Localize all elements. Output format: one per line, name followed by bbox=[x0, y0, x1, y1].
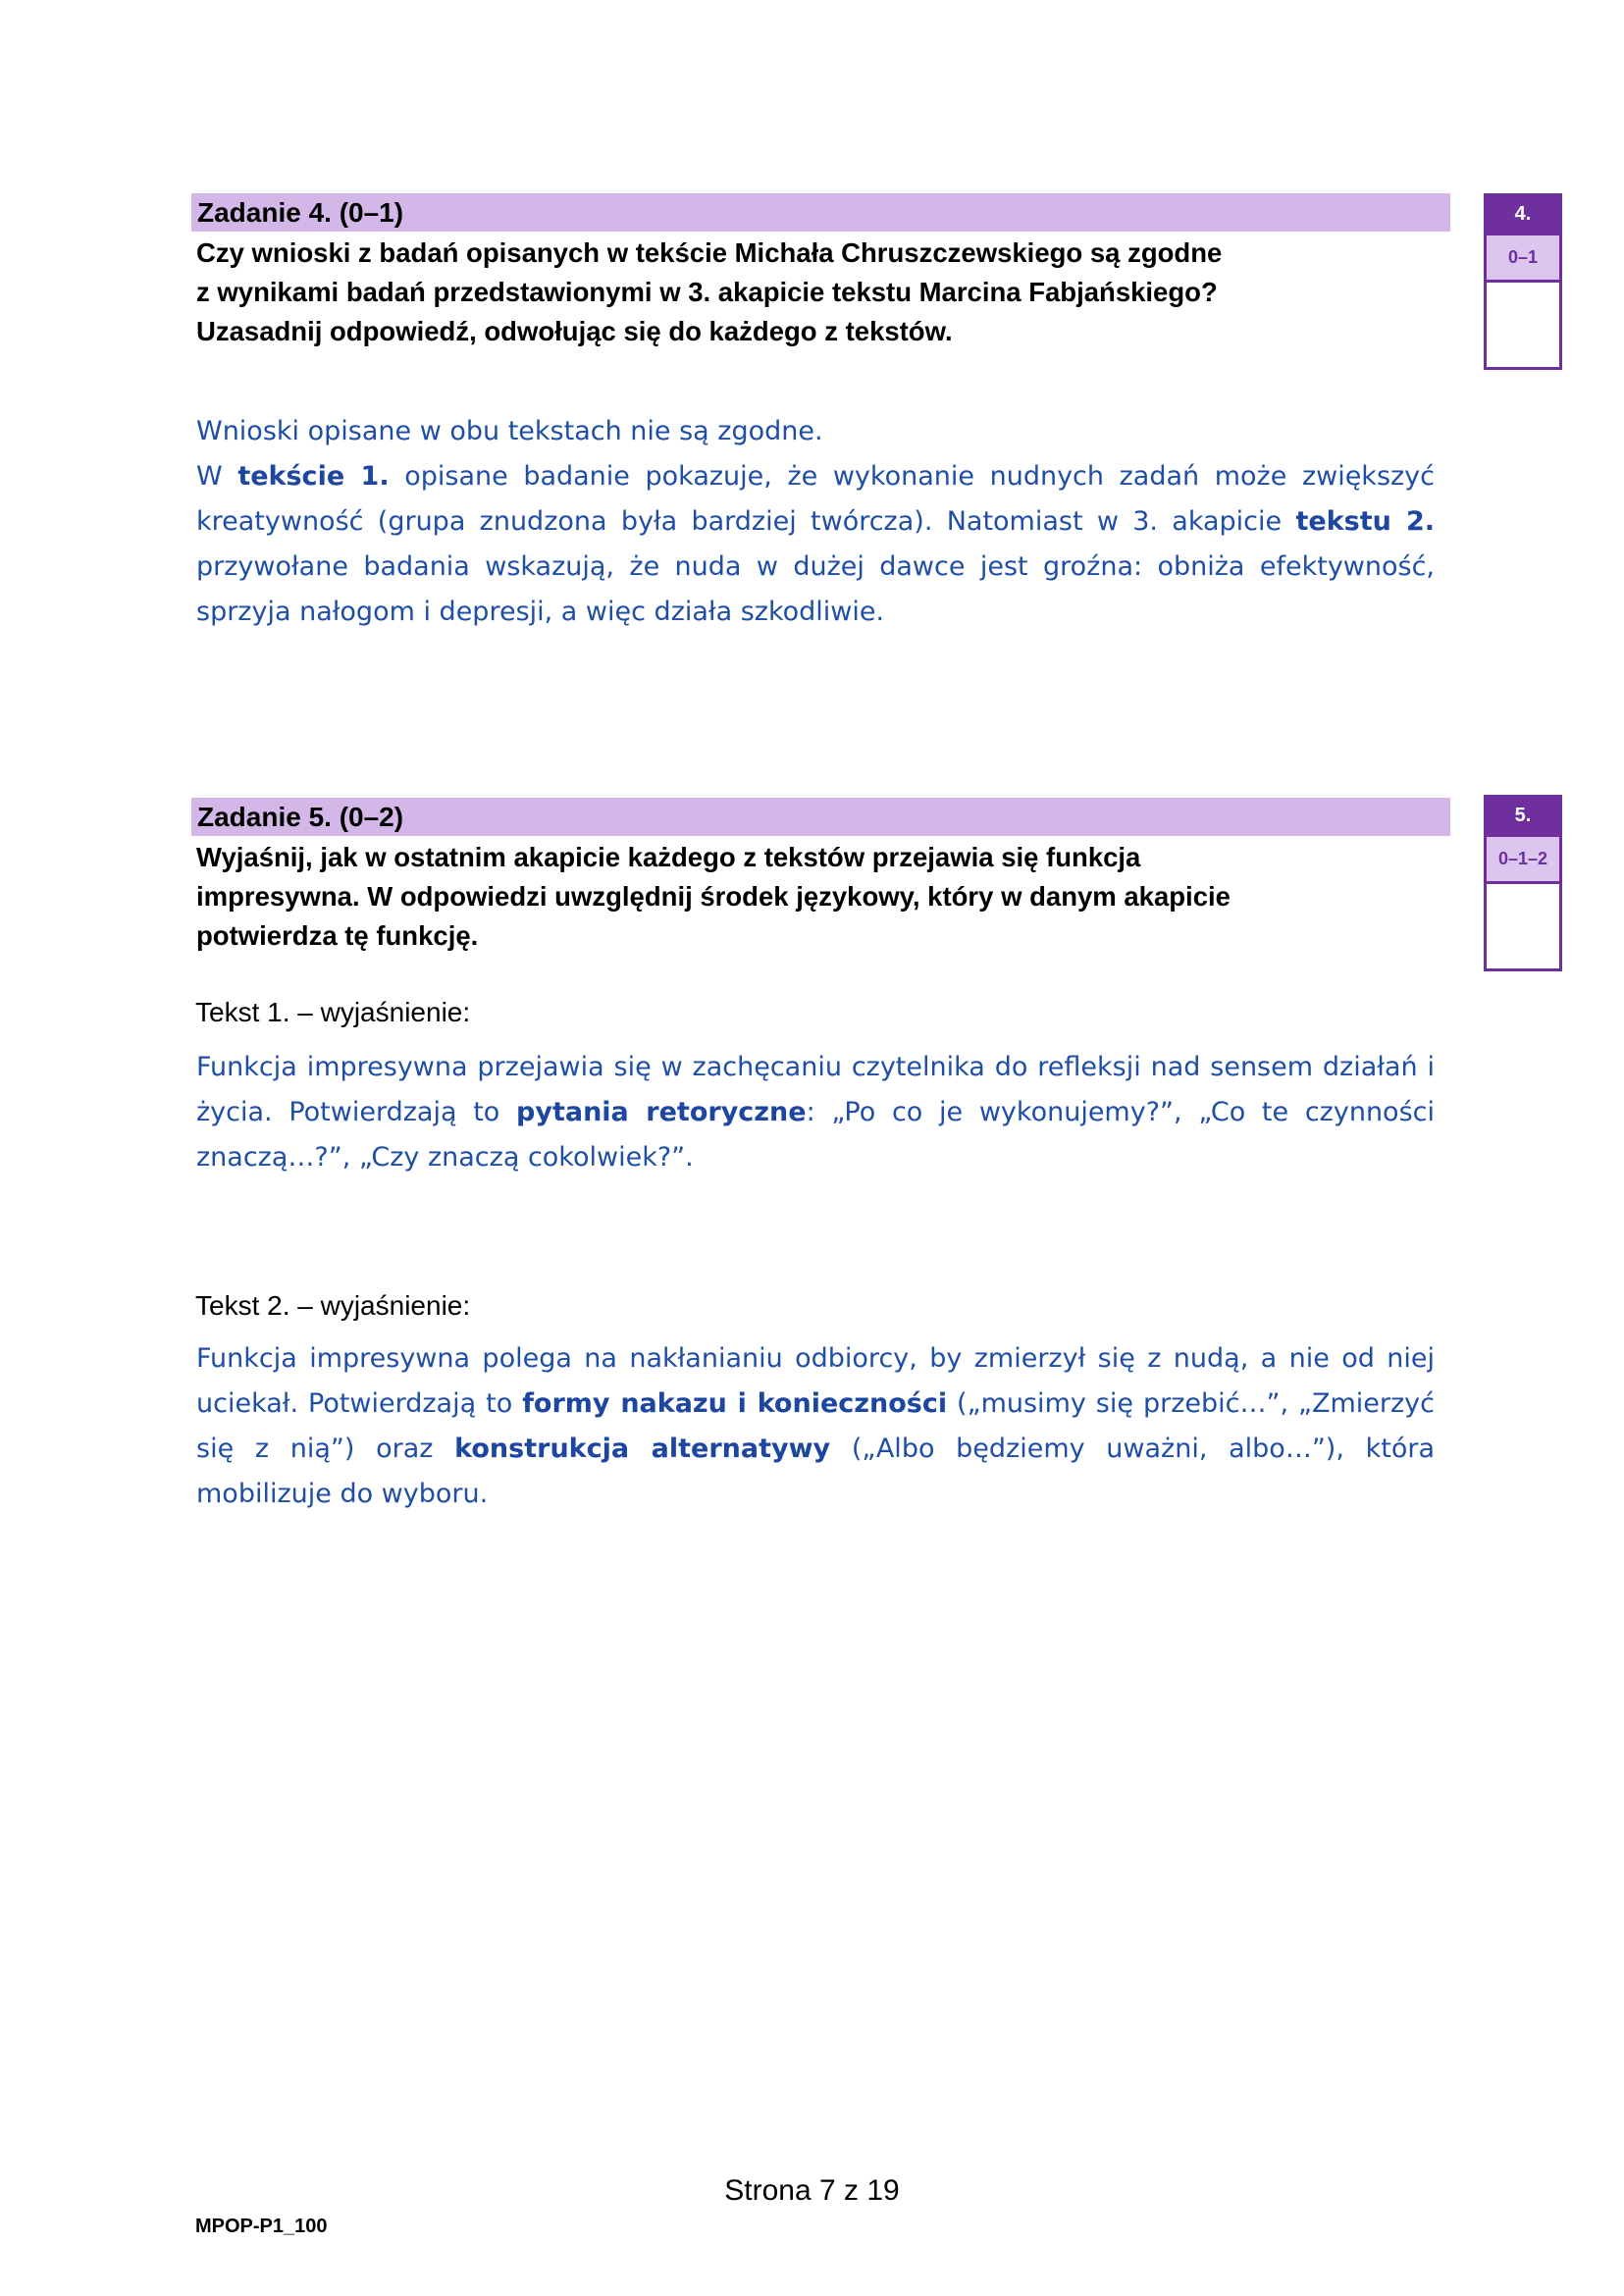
task-4-score-field[interactable] bbox=[1487, 283, 1559, 367]
text-1-answer: Funkcja impresywna przejawia się w zachęcaniu czytelnika do refleksji nad sensem działań i życia. Potwierdzają to pytania retoryczne: „Po co je wykonujemy?”, „Co te czynności znaczą…?”, „Czy znaczą cokolwiek?”. bbox=[196, 1052, 1435, 1173]
task-5-score-box bbox=[1484, 795, 1562, 971]
task-5-score-points: 0–1–2 bbox=[1487, 835, 1559, 884]
task-4-answer-line: Wnioski opisane w obu tekstach nie są zgodne. bbox=[196, 416, 823, 446]
document-code: MPOP-P1_100 bbox=[195, 2216, 328, 2237]
text-2-answer: Funkcja impresywna polega na nakłanianiu odbiorcy, by zmierzył się z nudą, a nie od niej uciekał. Potwierdzają to formy nakazu i konieczności („musimy się przebić…”, „Zmierzyć się z nią”) oraz konstrukcja alternatywy („Albo będziemy uważni, albo…”), która mobilizuje do wyboru. bbox=[196, 1343, 1436, 1509]
task-4-score-points: 0–1 bbox=[1487, 234, 1559, 283]
task-4-question bbox=[196, 234, 1433, 351]
task-5-header: Zadanie 5. (0–2) bbox=[191, 798, 1450, 836]
question-line: Czy wnioski z badań opisanych w tekście Michała Chruszczewskiego są zgodne bbox=[196, 237, 1223, 268]
question-line: z wynikami badań przedstawionymi w 3. akapicie tekstu Marcina Fabjańskiego? bbox=[196, 277, 1218, 307]
question-line: impresywna. W odpowiedzi uwzględnij środek językowy, który w danym akapicie bbox=[196, 881, 1231, 912]
task-5-score-field[interactable] bbox=[1487, 884, 1559, 968]
question-line: Uzasadnij odpowiedź, odwołując się do każdego z tekstów. bbox=[196, 316, 953, 346]
task-5-score-number: 5. bbox=[1487, 798, 1559, 835]
task-4-score-box bbox=[1484, 193, 1562, 370]
question-line: Wyjaśnij, jak w ostatnim akapicie każdego z tekstów przejawia się funkcja bbox=[196, 842, 1141, 872]
text-1-label: Tekst 1. – wyjaśnienie: bbox=[195, 997, 471, 1027]
question-line: potwierdza tę funkcję. bbox=[196, 920, 479, 951]
text-2-label: Tekst 2. – wyjaśnienie: bbox=[195, 1290, 471, 1321]
task-4-score-number: 4. bbox=[1487, 196, 1559, 234]
task-4-answer: W tekście 1. opisane badanie pokazuje, że wykonanie nudnych zadań może zwiększyć kreatywność (grupa znudzona była bardziej twórcza). Natomiast w 3. akapicie tekstu 2. przywołane badania wskazują, że nuda w dużej dawce jest groźna: obniża efektywność, sprzyja nałogom i depresji, a więc działa szkodliwie. bbox=[196, 461, 1436, 627]
task-5-question bbox=[196, 838, 1433, 956]
page-number: Strona 7 z 19 bbox=[724, 2174, 900, 2207]
task-4-header: Zadanie 4. (0–1) bbox=[191, 193, 1450, 232]
